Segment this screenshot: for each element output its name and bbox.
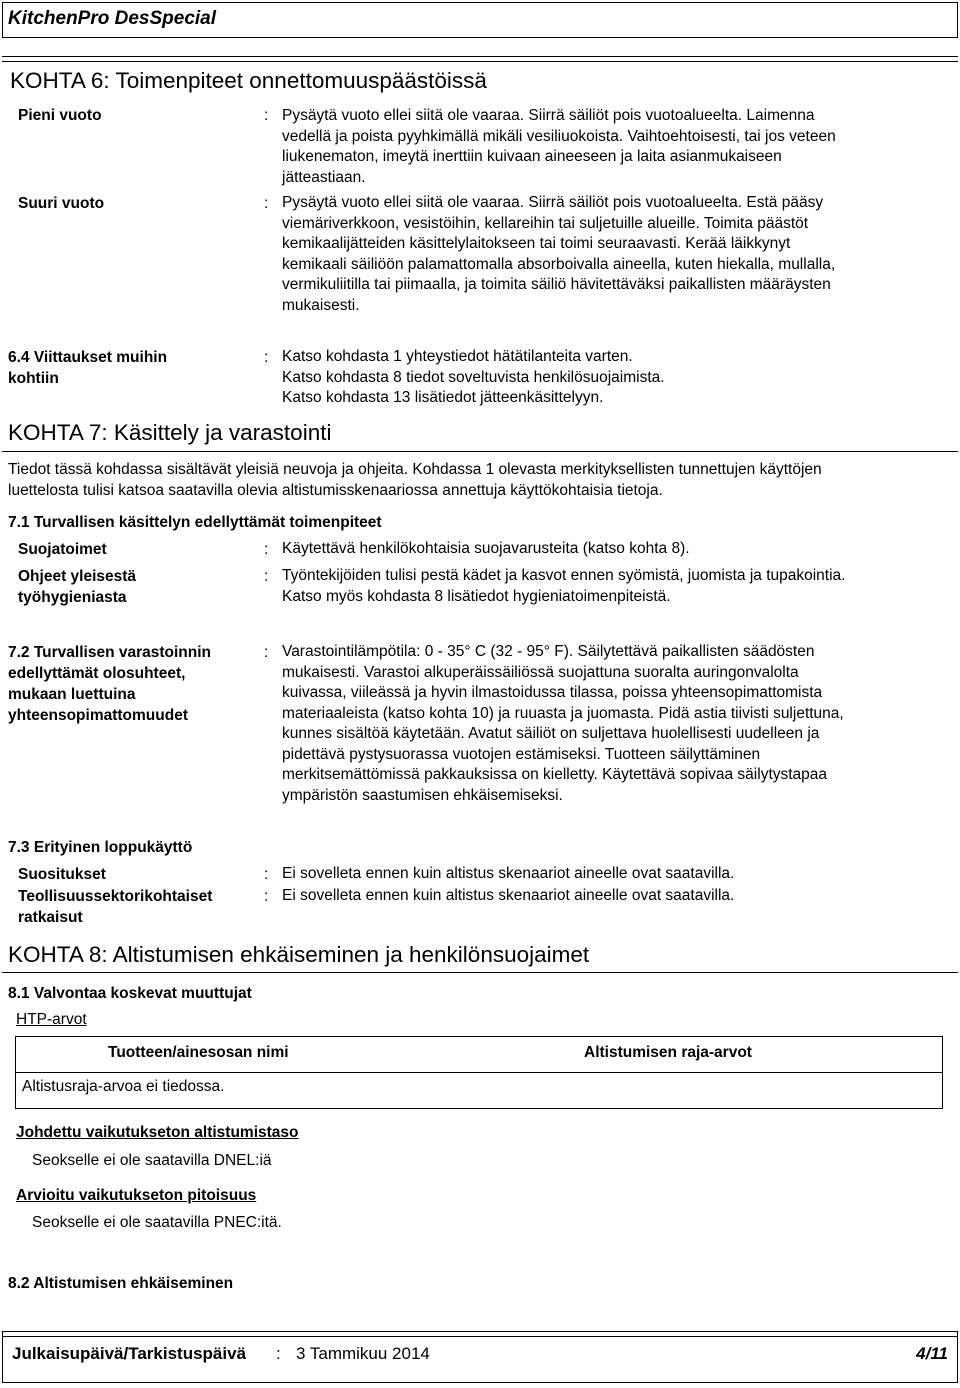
section-8-title: KOHTA 8: Altistumisen ehkäiseminen ja henkilönsuojaimet — [8, 942, 590, 967]
text-line: mukaisesti. — [282, 296, 360, 314]
label-line: työhygieniasta — [18, 589, 127, 606]
product-title: KitchenPro DesSpecial — [8, 8, 217, 29]
recommendations-text: Ei sovelleta ennen kuin altistus skenaariot aineelle ovat saatavilla. — [282, 865, 735, 882]
small-spill-text — [282, 106, 952, 188]
label-line: edellyttämät olosuhteet, — [8, 665, 186, 682]
large-spill-label: Suuri vuoto — [18, 195, 105, 212]
large-spill-colon: : — [264, 195, 269, 212]
hygiene-label — [18, 566, 136, 608]
sector-solutions-label — [18, 886, 212, 928]
pnec-heading: Arvioitu vaikutukseton pitoisuus — [16, 1187, 257, 1204]
section-6-rule — [2, 56, 958, 57]
section-7-intro — [8, 460, 953, 501]
hygiene-colon: : — [264, 568, 269, 585]
storage-colon: : — [264, 644, 269, 661]
text-line: jätteastiaan. — [282, 168, 366, 186]
table-row: Altistusraja-arvoa ei tiedossa. — [22, 1078, 225, 1095]
label-line: kohtiin — [8, 370, 59, 387]
text-line: Katso kohdasta 8 tiedot soveltuvista henkilösuojaimista. — [282, 368, 665, 386]
text-line: ympäristön saastumisen ehkäisemiseksi. — [282, 786, 563, 804]
text-line: Työntekijöiden tulisi pestä kädet ja kasvot ennen syömistä, juomista ja tupakointia. — [282, 567, 846, 584]
text-line: luettelosta tulisi katsoa saatavilla olevia altistumisskenaariossa annettuja käyttökohtaisia tietoja. — [8, 481, 663, 499]
section-7-title: KOHTA 7: Käsittely ja varastointi — [8, 420, 332, 445]
recommendations-label: Suositukset — [18, 866, 106, 883]
text-line: kuivassa, viileässä ja hyvin ilmastoidussa tilassa, poissa yhteensopimattomista — [282, 684, 823, 701]
dnel-heading: Johdettu vaikutukseton altistumistaso — [16, 1124, 299, 1141]
section-8-rule — [2, 972, 958, 973]
label-line: 6.4 Viittaukset muihin — [8, 349, 168, 366]
text-line: pidettävä pystysuorassa vuotojen estämiseksi. Tuotteen säilyttäminen — [282, 745, 761, 763]
small-spill-label: Pieni vuoto — [18, 107, 102, 124]
revision-date-label: Julkaisupäivä/Tarkistuspäivä — [12, 1344, 247, 1363]
table-header-exposure-limits: Altistumisen raja-arvot — [584, 1044, 752, 1061]
recommendations-colon: : — [264, 866, 269, 883]
label-line: 7.2 Turvallisen varastoinnin — [8, 644, 212, 661]
subsection-8-2-title: 8.2 Altistumisen ehkäiseminen — [8, 1275, 234, 1292]
footer-rule — [2, 1336, 958, 1337]
subsection-7-1-title: 7.1 Turvallisen käsittelyn edellyttämät toimenpiteet — [8, 514, 382, 531]
text-line: Pysäytä vuoto ellei siitä ole vaaraa. Siirrä säiliöt pois vuotoalueelta. Estä pääsy — [282, 194, 824, 211]
text-line: mukaisesti. Varastoi alkuperäissäiliössä suojattuna suoralta auringonvalolta — [282, 663, 799, 681]
text-line: merkitsemättömissä pakkauksissa on kielletty. Käytettävä sopivaa säilytystapaa — [282, 766, 828, 783]
sector-solutions-text: Ei sovelleta ennen kuin altistus skenaariot aineelle ovat saatavilla. — [282, 887, 735, 904]
storage-label — [8, 642, 211, 726]
table-divider — [15, 1072, 943, 1073]
section-6-title: KOHTA 6: Toimenpiteet onnettomuuspäästöissä — [10, 68, 487, 93]
text-line: Katso kohdasta 1 yhteystiedot hätätilanteita varten. — [282, 348, 633, 365]
hygiene-text — [282, 566, 952, 607]
text-line: materiaaleista (katso kohta 10) ja ruuasta ja juomasta. Pidä astia tiivisti suljettuna, — [282, 704, 844, 722]
references-label — [8, 347, 167, 389]
protective-measures-colon: : — [264, 541, 269, 558]
revision-date-value: 3 Tammikuu 2014 — [296, 1344, 430, 1363]
pnec-text: Seokselle ei ole saatavilla PNEC:itä. — [32, 1214, 282, 1231]
section-7-rule — [2, 451, 958, 452]
text-line: Pysäytä vuoto ellei siitä ole vaaraa. Siirrä säiliöt pois vuotoalueelta. Laimenna — [282, 107, 815, 124]
htp-values-heading: HTP-arvot — [16, 1011, 87, 1028]
sector-solutions-colon: : — [264, 888, 269, 905]
text-line: viemäriverkkoon, vesistöihin, kellareihin tai suljetuille alueille. Toimita päästöt — [282, 214, 809, 232]
text-line: vedellä ja poista pyyhkimällä mikäli vesiliuokoista. Vaihtoehtoisesti, tai jos veteen — [282, 127, 836, 145]
references-text — [282, 347, 952, 409]
text-line: kemikaali säiliöön palamattomalla absorboivalla aineella, kuten hiekalla, mullalla, — [282, 255, 836, 273]
text-line: Katso myös kohdasta 8 lisätiedot hygieniatoimenpiteistä. — [282, 587, 671, 605]
text-line: Katso kohdasta 13 lisätiedot jätteenkäsittelyyn. — [282, 389, 604, 406]
protective-measures-text: Käytettävä henkilökohtaisia suojavarusteita (katso kohta 8). — [282, 540, 690, 557]
text-line: Tiedot tässä kohdassa sisältävät yleisiä neuvoja ja ohjeita. Kohdassa 1 olevasta merkityksellisten tunnettujen käyttöjen — [8, 461, 822, 478]
revision-date-colon: : — [276, 1344, 281, 1363]
table-header-product-name: Tuotteen/ainesosan nimi — [108, 1044, 289, 1061]
large-spill-text — [282, 193, 952, 316]
text-line: liukenematon, imeytä inerttiin kuivaan aineeseen ja laita asianmukaiseen — [282, 148, 782, 165]
text-line: Varastointilämpötila: 0 - 35° C (32 - 95° F). Säilytettävä paikallisten säädösten — [282, 643, 815, 660]
references-colon: : — [264, 349, 269, 366]
label-line: ratkaisut — [18, 909, 83, 926]
text-line: kunnes sisältöä käytetään. Avatut säiliöt on suljettava huolellisesti uudelleen ja — [282, 725, 820, 742]
subsection-8-1-title: 8.1 Valvontaa koskevat muuttujat — [8, 985, 252, 1002]
storage-text — [282, 642, 952, 806]
text-line: kemikaalijätteiden käsittelylaitokseen tai toimi seuraavasti. Kerää läikkynyt — [282, 235, 791, 252]
page-number: 4/11 — [916, 1344, 948, 1363]
text-line: vermikuliitilla tai piimaalla, ja toimita säiliö hävitettäväksi paikallisten määräysten — [282, 276, 831, 293]
protective-measures-label: Suojatoimet — [18, 541, 107, 558]
label-line: Teollisuussektorikohtaiset — [18, 888, 213, 905]
dnel-text: Seokselle ei ole saatavilla DNEL:iä — [32, 1152, 272, 1169]
label-line: mukaan luettuina — [8, 686, 136, 703]
label-line: Ohjeet yleisestä — [18, 568, 137, 585]
section-6-rule-inner — [2, 61, 958, 62]
small-spill-colon: : — [264, 107, 269, 124]
subsection-7-3-title: 7.3 Erityinen loppukäyttö — [8, 839, 193, 856]
label-line: yhteensopimattomuudet — [8, 707, 188, 724]
